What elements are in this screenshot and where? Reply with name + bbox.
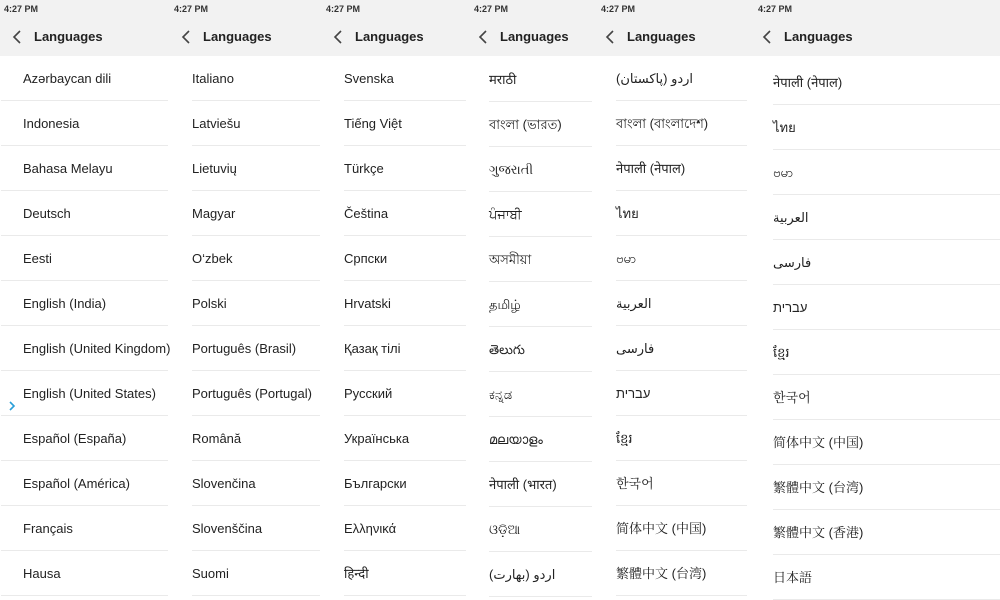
language-label: 繁體中文 (香港) bbox=[773, 525, 864, 540]
language-label: नेपाली (भारत) bbox=[489, 477, 557, 492]
language-item[interactable] bbox=[1, 551, 168, 596]
language-list bbox=[754, 60, 1000, 600]
language-label: Hausa bbox=[23, 566, 61, 581]
language-label: Indonesia bbox=[23, 116, 80, 131]
language-item[interactable] bbox=[192, 236, 320, 281]
language-label: اردو (پاکستان) bbox=[616, 71, 694, 86]
language-label: ខ្មែរ bbox=[616, 431, 633, 446]
language-item[interactable] bbox=[489, 552, 592, 597]
language-item[interactable] bbox=[489, 282, 592, 327]
language-item[interactable] bbox=[616, 56, 747, 101]
language-item[interactable] bbox=[1, 416, 168, 461]
language-item[interactable] bbox=[1, 56, 168, 101]
language-item[interactable] bbox=[773, 240, 1000, 285]
language-label: বাংলা (ভারত) bbox=[489, 117, 562, 132]
language-item[interactable] bbox=[192, 326, 320, 371]
language-label: עברית bbox=[616, 386, 651, 401]
page-title: Languages bbox=[500, 29, 569, 44]
language-item[interactable] bbox=[192, 461, 320, 506]
language-label: فارسی bbox=[773, 255, 812, 270]
language-label: Қазақ тілі bbox=[344, 341, 401, 356]
language-label: العربية bbox=[773, 210, 809, 225]
language-list bbox=[170, 56, 322, 600]
language-item[interactable] bbox=[344, 236, 466, 281]
header-bar bbox=[170, 18, 322, 56]
language-list bbox=[597, 56, 754, 600]
language-label: Bahasa Melayu bbox=[23, 161, 113, 176]
language-label: Čeština bbox=[344, 206, 389, 221]
language-item[interactable] bbox=[344, 506, 466, 551]
language-label: Azərbaycan dili bbox=[23, 71, 112, 86]
back-arrow-icon[interactable] bbox=[605, 29, 619, 45]
language-item[interactable] bbox=[616, 101, 747, 146]
language-item[interactable] bbox=[616, 146, 747, 191]
language-label: Español (América) bbox=[23, 476, 130, 491]
language-label: 简体中文 (中国) bbox=[616, 521, 707, 536]
language-item[interactable] bbox=[489, 57, 592, 102]
language-label: Svenska bbox=[344, 71, 394, 86]
language-list bbox=[322, 56, 470, 600]
language-label: Ελληνικά bbox=[344, 521, 397, 536]
language-label: हिन्दी bbox=[344, 566, 369, 581]
language-item[interactable] bbox=[192, 416, 320, 461]
language-item[interactable] bbox=[1, 146, 168, 191]
language-item[interactable] bbox=[773, 555, 1000, 600]
language-item[interactable] bbox=[489, 192, 592, 237]
language-label: 한국어 bbox=[773, 390, 811, 405]
status-time: 4:27 PM bbox=[601, 4, 636, 14]
language-item[interactable] bbox=[489, 462, 592, 507]
language-item[interactable] bbox=[773, 330, 1000, 375]
language-label: Українська bbox=[344, 431, 410, 446]
language-item[interactable] bbox=[344, 326, 466, 371]
selected-chevron-icon bbox=[8, 386, 16, 400]
page-title: Languages bbox=[34, 29, 103, 44]
language-label: 한국어 bbox=[616, 476, 654, 491]
language-label: فارسی bbox=[616, 341, 655, 356]
language-label: English (India) bbox=[23, 296, 107, 311]
header-bar bbox=[754, 18, 1000, 56]
language-label: Tiếng Việt bbox=[344, 116, 402, 131]
page-title: Languages bbox=[627, 29, 696, 44]
language-label: Español (España) bbox=[23, 431, 127, 446]
language-label: Română bbox=[192, 431, 242, 446]
languages-screen-6 bbox=[754, 0, 1000, 600]
language-item[interactable] bbox=[773, 195, 1000, 240]
language-list bbox=[470, 57, 597, 600]
language-item[interactable] bbox=[1, 506, 168, 551]
language-item[interactable] bbox=[344, 281, 466, 326]
languages-screen-4 bbox=[470, 0, 597, 600]
language-item[interactable] bbox=[192, 506, 320, 551]
language-label: ဗမာ bbox=[616, 251, 637, 266]
language-item[interactable] bbox=[773, 60, 1000, 105]
language-item[interactable] bbox=[773, 510, 1000, 555]
language-label: ဗမာ bbox=[773, 165, 794, 180]
language-item[interactable] bbox=[192, 101, 320, 146]
language-label: 日本語 bbox=[773, 570, 813, 585]
language-label: Português (Brasil) bbox=[192, 341, 297, 356]
status-time: 4:27 PM bbox=[4, 4, 39, 14]
language-item[interactable] bbox=[344, 191, 466, 236]
language-label: Slovenčina bbox=[192, 476, 256, 491]
language-item[interactable] bbox=[616, 461, 747, 506]
language-item[interactable] bbox=[344, 146, 466, 191]
language-label: ਪੰਜਾਬੀ bbox=[489, 207, 522, 222]
language-item[interactable] bbox=[344, 416, 466, 461]
language-item[interactable] bbox=[489, 327, 592, 372]
language-item[interactable] bbox=[192, 281, 320, 326]
language-item[interactable] bbox=[489, 237, 592, 282]
language-item[interactable] bbox=[1, 326, 168, 371]
language-label: ಕನ್ನಡ bbox=[489, 387, 513, 402]
language-item[interactable] bbox=[616, 551, 747, 596]
header-bar bbox=[597, 18, 754, 56]
language-label: اردو (بھارت) bbox=[489, 567, 556, 582]
language-label: Български bbox=[344, 476, 407, 491]
language-label: मराठी bbox=[489, 72, 517, 87]
language-item[interactable] bbox=[489, 372, 592, 417]
language-item[interactable] bbox=[773, 465, 1000, 510]
language-item[interactable] bbox=[1, 101, 168, 146]
language-item[interactable] bbox=[616, 236, 747, 281]
status-bar bbox=[754, 0, 1000, 18]
language-label: 繁體中文 (台湾) bbox=[773, 480, 864, 495]
language-item[interactable] bbox=[192, 146, 320, 191]
language-item[interactable] bbox=[192, 56, 320, 101]
language-label: नेपाली (नेपाल) bbox=[616, 161, 686, 176]
status-bar bbox=[470, 0, 597, 18]
language-item[interactable] bbox=[773, 150, 1000, 195]
language-item[interactable] bbox=[1, 191, 168, 236]
language-label: ไทย bbox=[616, 206, 639, 221]
page-title: Languages bbox=[784, 29, 853, 44]
language-item[interactable] bbox=[1, 371, 168, 416]
language-item[interactable] bbox=[192, 551, 320, 596]
language-label: తెలుగు bbox=[489, 342, 525, 357]
language-label: नेपाली (नेपाल) bbox=[773, 75, 843, 90]
language-item[interactable] bbox=[616, 281, 747, 326]
languages-screen-1 bbox=[0, 0, 170, 600]
back-arrow-icon[interactable] bbox=[478, 29, 492, 45]
status-time: 4:27 PM bbox=[326, 4, 361, 14]
back-arrow-icon[interactable] bbox=[181, 29, 195, 45]
status-time: 4:27 PM bbox=[758, 4, 793, 14]
header-bar bbox=[0, 18, 170, 56]
language-label: Türkçe bbox=[344, 161, 384, 176]
language-label: עברית bbox=[773, 300, 808, 315]
language-item[interactable] bbox=[773, 375, 1000, 420]
language-label: English (United States) bbox=[23, 386, 156, 401]
language-label: Русский bbox=[344, 386, 393, 401]
language-label: Português (Portugal) bbox=[192, 386, 312, 401]
language-label: Eesti bbox=[23, 251, 52, 266]
language-item[interactable] bbox=[616, 416, 747, 461]
status-bar bbox=[322, 0, 470, 18]
language-item[interactable] bbox=[192, 191, 320, 236]
language-item[interactable] bbox=[489, 147, 592, 192]
language-label: বাংলা (বাংলাদেশ) bbox=[616, 116, 709, 131]
language-label: ଓଡ଼ିଆ bbox=[489, 522, 521, 537]
language-item[interactable] bbox=[616, 506, 747, 551]
header-bar bbox=[470, 18, 597, 56]
language-item[interactable] bbox=[1, 461, 168, 506]
language-item[interactable] bbox=[773, 420, 1000, 465]
languages-screen-3 bbox=[322, 0, 470, 600]
language-label: Slovenščina bbox=[192, 521, 263, 536]
back-arrow-icon[interactable] bbox=[12, 29, 26, 45]
languages-screen-5 bbox=[597, 0, 754, 600]
language-label: 简体中文 (中国) bbox=[773, 435, 864, 450]
language-label: Latviešu bbox=[192, 116, 241, 131]
language-item[interactable] bbox=[489, 417, 592, 462]
language-list bbox=[0, 56, 170, 600]
language-item[interactable] bbox=[1, 236, 168, 281]
language-item[interactable] bbox=[489, 102, 592, 147]
language-item[interactable] bbox=[192, 371, 320, 416]
language-label: ไทย bbox=[773, 120, 796, 135]
language-label: ខ្មែរ bbox=[773, 345, 790, 360]
status-time: 4:27 PM bbox=[174, 4, 209, 14]
header-bar bbox=[322, 18, 470, 56]
back-arrow-icon[interactable] bbox=[762, 29, 776, 45]
language-item[interactable] bbox=[344, 551, 466, 596]
language-label: 繁體中文 (台湾) bbox=[616, 566, 707, 581]
language-item[interactable] bbox=[344, 101, 466, 146]
language-item[interactable] bbox=[344, 461, 466, 506]
language-label: മലയാളം bbox=[489, 432, 543, 447]
language-label: English (United Kingdom) bbox=[23, 341, 170, 356]
language-label: অসমীয়া bbox=[489, 252, 532, 267]
language-label: Magyar bbox=[192, 206, 236, 221]
language-item[interactable] bbox=[616, 326, 747, 371]
language-label: O‘zbek bbox=[192, 251, 233, 266]
language-label: ગુજરાતી bbox=[489, 162, 534, 177]
back-arrow-icon[interactable] bbox=[333, 29, 347, 45]
page-title: Languages bbox=[355, 29, 424, 44]
language-label: Italiano bbox=[192, 71, 234, 86]
language-item[interactable] bbox=[773, 285, 1000, 330]
status-bar bbox=[0, 0, 170, 18]
language-label: العربية bbox=[616, 296, 652, 311]
language-label: Lietuvių bbox=[192, 161, 237, 176]
language-item[interactable] bbox=[616, 191, 747, 236]
language-label: தமிழ் bbox=[489, 297, 521, 312]
language-item[interactable] bbox=[489, 507, 592, 552]
status-bar bbox=[597, 0, 754, 18]
language-item[interactable] bbox=[344, 56, 466, 101]
language-item[interactable] bbox=[773, 105, 1000, 150]
language-label: Hrvatski bbox=[344, 296, 391, 311]
language-label: Deutsch bbox=[23, 206, 71, 221]
language-item[interactable] bbox=[1, 281, 168, 326]
language-label: Српски bbox=[344, 251, 388, 266]
status-time: 4:27 PM bbox=[474, 4, 509, 14]
language-label: Polski bbox=[192, 296, 227, 311]
language-item[interactable] bbox=[616, 371, 747, 416]
status-bar bbox=[170, 0, 322, 18]
language-label: Français bbox=[23, 521, 73, 536]
page-title: Languages bbox=[203, 29, 272, 44]
languages-screen-2 bbox=[170, 0, 322, 600]
language-item[interactable] bbox=[344, 371, 466, 416]
language-label: Suomi bbox=[192, 566, 229, 581]
